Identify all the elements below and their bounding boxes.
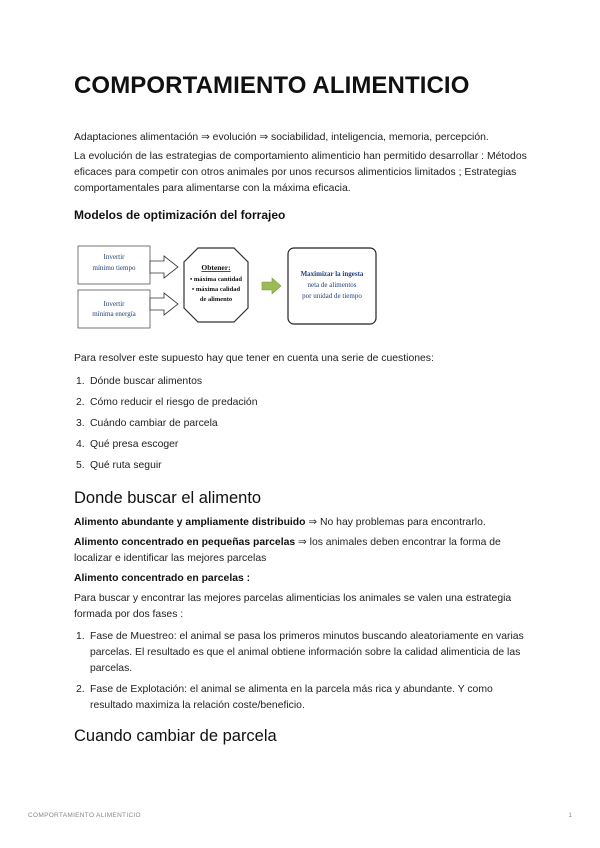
list-text: Dónde buscar alimentos bbox=[90, 376, 203, 387]
result-line1: Maximizar la ingesta bbox=[300, 270, 364, 278]
intro-paragraph: La evolución de las estrategias de comportamiento alimenticio han permitido desarrollar : Métodos eficaces para competir con otros animales por unos recursos alimenticios limitados ; Estrategias comportamentales para alimentarse con la máxima eficacia. bbox=[74, 151, 527, 194]
arrow-green-icon bbox=[262, 278, 281, 294]
paragraph-small-patches bbox=[74, 535, 529, 567]
list-item bbox=[74, 458, 529, 474]
list-text: Cómo reducir el riesgo de predación bbox=[90, 397, 258, 408]
list-number: 1. bbox=[76, 376, 85, 387]
list-text: Qué presa escoger bbox=[90, 439, 179, 450]
box-min-energy-line1: Invertir bbox=[103, 300, 125, 308]
result-line3: por unidad de tiempo bbox=[302, 292, 362, 300]
octagon-line1: • máxima cantidad bbox=[189, 276, 243, 283]
octagon-title: Obtener: bbox=[201, 263, 231, 272]
list-item bbox=[74, 437, 529, 453]
foraging-diagram bbox=[74, 244, 384, 330]
paragraph-text: ⇒ No hay problemas para encontrarlo. bbox=[305, 517, 486, 528]
paragraph-strategy: Para buscar y encontrar las mejores parcelas alimenticias los animales se valen una estrategia formada por dos fases : bbox=[74, 593, 512, 620]
paragraph-patches-heading: Alimento concentrado en parcelas : bbox=[74, 573, 251, 584]
result-line2: neta de alimentos bbox=[307, 281, 357, 289]
box-min-energy-line2: mínima energía bbox=[92, 310, 136, 318]
box-min-time-line1: Invertir bbox=[103, 253, 125, 261]
list-number: 3. bbox=[76, 418, 85, 429]
heading-optimization-models: Modelos de optimización del forrajeo bbox=[74, 208, 286, 222]
octagon-line2: • máxima calidad bbox=[191, 286, 241, 293]
page-number: 1 bbox=[568, 812, 572, 819]
bold-term: Alimento abundante y ampliamente distribuido bbox=[74, 517, 306, 528]
footer-title: COMPORTAMIENTO ALIMENTICIO bbox=[28, 812, 141, 819]
bold-term: Alimento concentrado en pequeñas parcelas bbox=[74, 537, 296, 548]
octagon-line3: de alimento bbox=[199, 296, 233, 303]
questions-list bbox=[74, 374, 529, 474]
list-number: 2. bbox=[76, 397, 85, 408]
list-item bbox=[74, 682, 529, 714]
list-item bbox=[74, 374, 529, 390]
list-text: Fase de Explotación: el animal se alimenta en la parcela más rica y abundante. Y como resultado maximiza la relación coste/beneficio. bbox=[90, 684, 493, 711]
questions-intro: Para resolver este supuesto hay que tener en cuenta una serie de cuestiones: bbox=[74, 353, 434, 364]
box-min-energy bbox=[78, 290, 150, 328]
paragraph-abundant bbox=[74, 515, 529, 531]
list-number: 5. bbox=[76, 460, 85, 471]
paragraph-text: ⇒ los animales deben encontrar la forma de localizar e identificar las mejores parcelas bbox=[74, 537, 501, 564]
list-item bbox=[74, 629, 529, 677]
list-text: Fase de Muestreo: el animal se pasa los primeros minutos buscando aleatoriamente en varias parcelas. El resultado es que el animal obtiene información sobre la calidad alimenticia de las parcelas. bbox=[90, 631, 524, 674]
heading-when-to-change: Cuando cambiar de parcela bbox=[74, 727, 277, 745]
page-title: COMPORTAMIENTO ALIMENTICIO bbox=[74, 72, 470, 99]
heading-where-to-search: Donde buscar el alimento bbox=[74, 489, 262, 507]
list-item bbox=[74, 395, 529, 411]
intro-line: Adaptaciones alimentación ⇒ evolución ⇒ sociabilidad, inteligencia, memoria, percepción. bbox=[74, 132, 489, 143]
box-min-time-line2: mínimo tiempo bbox=[92, 264, 136, 272]
list-item bbox=[74, 416, 529, 432]
arrow-right-icon bbox=[150, 293, 178, 315]
list-number: 1. bbox=[76, 631, 85, 642]
list-text: Qué ruta seguir bbox=[90, 460, 162, 471]
octagon-obtain bbox=[184, 248, 248, 322]
list-text: Cuándo cambiar de parcela bbox=[90, 418, 218, 429]
arrow-right-icon bbox=[150, 256, 178, 278]
phases-list bbox=[74, 629, 529, 714]
list-number: 4. bbox=[76, 439, 85, 450]
list-number: 2. bbox=[76, 684, 85, 695]
